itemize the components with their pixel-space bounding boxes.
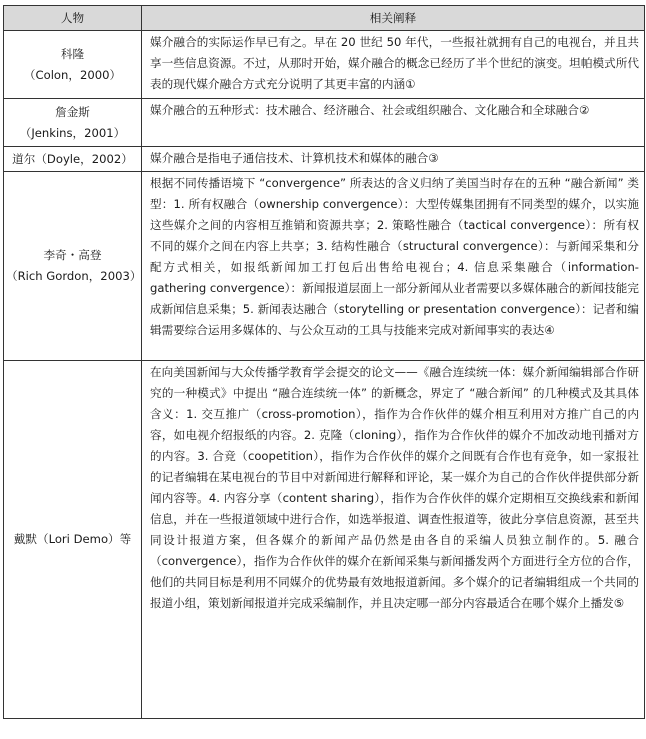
header-interpretation: 相关阐释 <box>142 6 645 31</box>
person-name: 道尔 <box>12 151 36 166</box>
person-citation: （Lori Demo）等 <box>36 532 132 546</box>
media-convergence-table <box>3 5 645 719</box>
interpretation-cell: 媒介融合的实际运作早已有之。早在 20 世纪 50 年代，一些报社就拥有自己的电视台，并且共享一些信息资源。不过，从那时开始，媒介融合的概念已经历了半个世纪的演变。坦帕模式所代表的现代媒介融合方式充分说明了其更丰富的内涵① <box>142 31 645 99</box>
person-name: 科隆 <box>60 46 85 61</box>
header-person: 人物 <box>4 6 142 31</box>
interpretation-cell: 根据不同传播语境下 “convergence” 所表达的含义归纳了美国当时存在的五种 “融合新闻” 类型：1. 所有权融合（ownership convergence）：大型传媒集团拥有不同类型的媒介，以实施这些媒介之间的内容相互推销和资源共享；2. 策略性融合（tactical convergence）：所有权不同的媒介之间在内容上共享；3. 结构性融合（structural convergence）：与新闻采集和分配方式相关，如报纸新闻加工打包后出售给电视台；4. 信息采集融合（information-gathering convergence）：新闻报道层面上一部分新闻从业者需要以多媒体融合的新闻技能完成新闻信息采集；5. 新闻表达融合（storytelling or presentation convergence）：记者和编辑需要综合运用多媒体的、与公众互动的工具与技能来完成对新闻事实的表达④ <box>142 172 645 361</box>
person-citation: （Colon，2000） <box>23 67 122 82</box>
header-row <box>4 6 645 31</box>
table-row-jenkins <box>4 99 645 147</box>
person-name: 詹金斯 <box>55 104 90 119</box>
person-cell <box>4 31 142 99</box>
table-body <box>4 31 645 719</box>
table-row-demo <box>4 361 645 719</box>
person-citation: （Jenkins，2001） <box>19 125 126 140</box>
table-header <box>4 6 645 31</box>
interpretation-cell: 媒介融合是指电子通信技术、计算机技术和媒体的融合③ <box>142 147 645 172</box>
interpretation-cell: 媒介融合的五种形式：技术融合、经济融合、社会或组织融合、文化融合和全球融合② <box>142 99 645 147</box>
person-name: 戴默 <box>13 532 37 546</box>
person-citation: （Doyle，2002） <box>35 151 133 166</box>
person-name: 李奇・高登 <box>43 248 102 262</box>
table-row-gordon <box>4 172 645 361</box>
table-row-doyle <box>4 147 645 172</box>
person-cell <box>4 99 142 147</box>
table-row-colon <box>4 31 645 99</box>
person-cell <box>4 361 142 719</box>
interpretation-cell: 在向美国新闻与大众传播学教育学会提交的论文——《融合连续统一体：媒介新闻编辑部合作研究的一种模式》中提出 “融合连续统一体” 的新概念，界定了 “融合新闻” 的几种模式及其具体含义：1. 交互推广（cross-promotion），指作为合作伙伴的媒介相互利用对方推广自己的内容，如电视介绍报纸的内容。2. 克隆（cloning），指作为合作伙伴的媒介不加改动地刊播对方的内容。3. 合竞（coopetition），指作为合作伙伴的媒介之间既有合作也有竞争，如一家报社的记者编辑在某电视台的节目中对新闻进行解释和评论，某一媒介为自己的合作伙伴提供部分新闻内容等。4. 内容分享（content sharing），指作为合作伙伴的媒介定期相互交换线索和新闻信息，并在一些报道领域中进行合作，如选举报道、调查性报道等，彼此分享信息资源，甚至共同设计报道方案，但各媒介的新闻产品仍然是由各自的采编人员独立制作的。5. 融合（convergence），指作为合作伙伴的媒介在新闻采集与新闻播发两个方面进行全方位的合作，他们的共同目标是利用不同媒介的优势最有效地报道新闻。多个媒介的记者编辑组成一个共同的报道小组，策划新闻报道并完成采编制作，并且决定哪一部分内容最适合在哪个媒介上播发⑤ <box>142 361 645 719</box>
person-citation: （Rich Gordon，2003） <box>6 269 142 283</box>
person-cell <box>4 147 142 172</box>
person-cell <box>4 172 142 361</box>
